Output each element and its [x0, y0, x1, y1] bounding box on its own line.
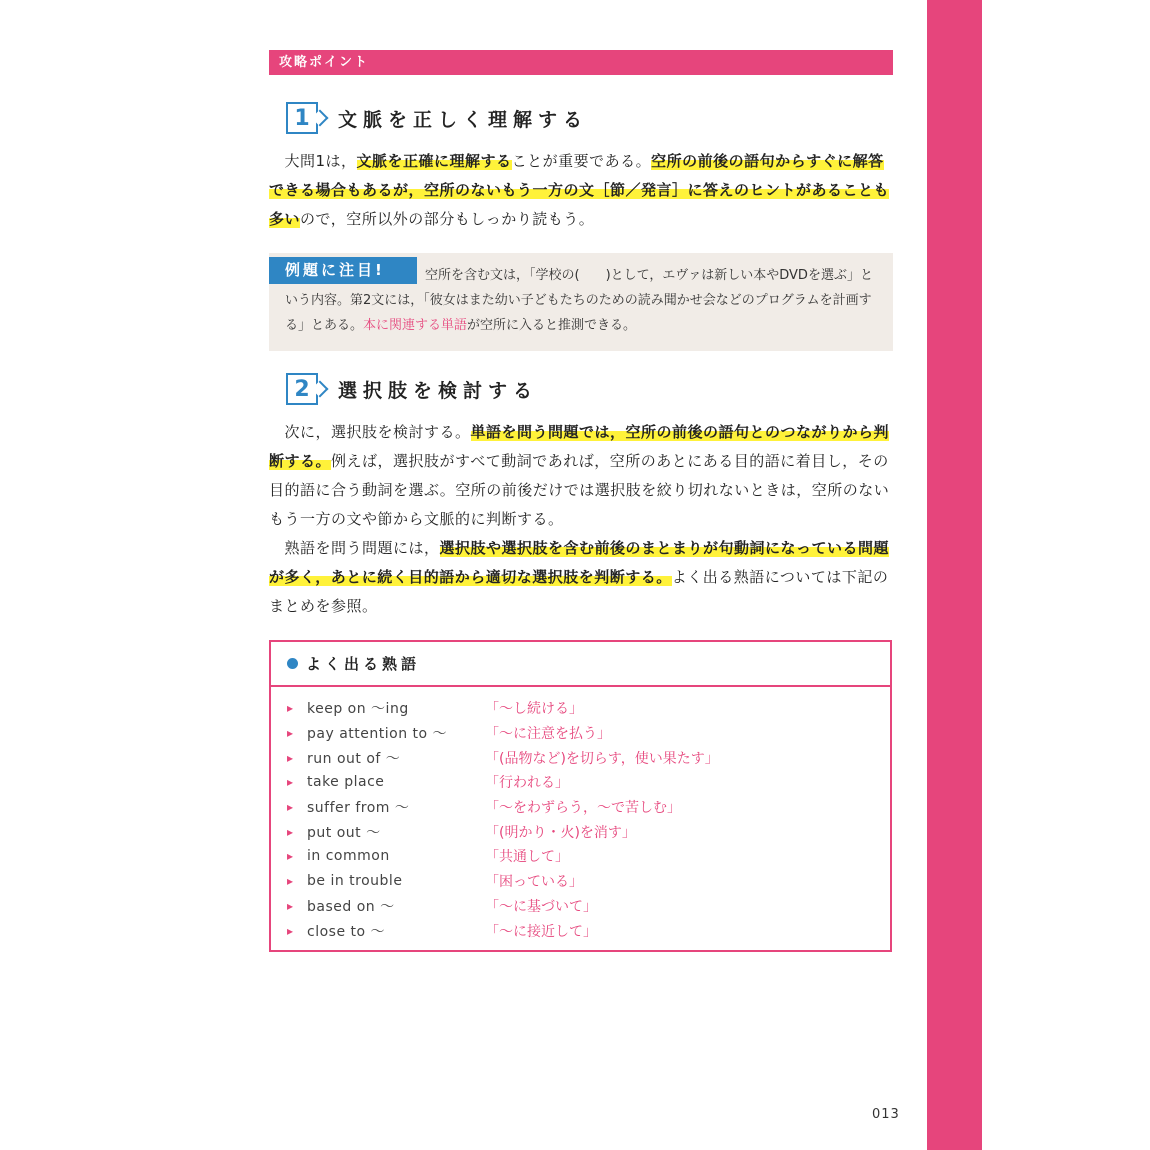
triangle-bullet-icon: ▸: [287, 750, 294, 765]
idiom-english: put out 〜: [307, 824, 381, 841]
idiom-item: [287, 795, 719, 820]
header-label: 攻略ポイント: [279, 55, 370, 70]
idiom-japanese: 「行われる」: [485, 775, 569, 792]
highlight-run: 単語を問う問題では，空所の前後の語句とのつながりから判断する。: [269, 423, 890, 470]
section2-number: 2: [286, 373, 318, 405]
header-bar: [269, 50, 893, 75]
idiom-japanese: 「(明かり・火)を消す」: [485, 824, 636, 841]
text-run: ので，空所以外の部分もしっかり読もう。: [300, 210, 595, 228]
example-tag: 例題に注目!: [269, 257, 417, 284]
idiom-item: [287, 844, 719, 869]
page-number: 013: [872, 1107, 900, 1122]
highlight-run: 文脈を正確に理解する: [356, 152, 512, 170]
idiom-box-header: [271, 642, 890, 687]
idiom-item: [287, 894, 719, 919]
section2-heading: [286, 370, 538, 408]
example-box: [269, 253, 893, 351]
text-run: 次に，選択肢を検討する。: [269, 423, 471, 441]
section1-title: 文脈を正しく理解する: [338, 108, 589, 131]
text-run: 大問1は，: [269, 152, 357, 170]
triangle-bullet-icon: ▸: [287, 800, 294, 815]
idiom-english: run out of 〜: [307, 750, 401, 767]
idiom-english: be in trouble: [307, 873, 403, 890]
idiom-japanese: 「〜に接近して」: [485, 923, 597, 940]
idiom-english: take place: [307, 774, 385, 791]
example-text-run: が空所に入ると推測できる。: [467, 318, 637, 333]
section2-paragraph-1: [269, 418, 893, 534]
idiom-item: [287, 721, 719, 746]
idiom-english: pay attention to 〜: [307, 726, 448, 743]
idiom-item: [287, 696, 719, 721]
idiom-item: [287, 770, 719, 795]
example-pink-text: 本に関連する単語: [363, 318, 468, 333]
section1-heading: [286, 99, 588, 137]
idiom-english: based on 〜: [307, 898, 395, 915]
text-run: ことが重要である。: [511, 152, 652, 170]
bullet-dot-icon: [287, 658, 298, 669]
idiom-list: [287, 696, 719, 943]
text-run: よく出る熟語については下記のまとめを参照。: [269, 568, 889, 615]
idiom-english: in common: [307, 848, 390, 865]
highlight-run: 空所の前後の語句からすぐに解答できる場合もあるが，空所のないもう一方の文［節／発言］に答えのヒントがあることも多い: [269, 152, 890, 228]
idiom-japanese: 「〜に注意を払う」: [485, 726, 611, 743]
idiom-item: [287, 869, 719, 894]
section1-number: 1: [286, 102, 318, 134]
section2-paragraph-2: [269, 534, 893, 621]
example-text-run: 空所を含む文は，「学校の( )として，エヴァは新しい本やDVDを選ぶ」という内容。第2文には，「彼女はまた幼い子どもたちのための読み聞かせ会などのプログラムを計画する」とある。: [285, 268, 873, 333]
triangle-bullet-icon: ▸: [287, 701, 294, 716]
idiom-item: [287, 745, 719, 770]
idiom-english: keep on 〜ing: [307, 701, 409, 718]
example-text: [285, 263, 885, 338]
idiom-japanese: 「〜をわずらう，〜で苦しむ」: [485, 800, 681, 817]
idiom-english: close to 〜: [307, 923, 386, 940]
text-run: 熟語を問う問題には，: [269, 539, 440, 557]
side-tab-bar: [927, 0, 982, 1150]
idiom-japanese: 「〜に基づいて」: [485, 898, 597, 915]
idiom-english: suffer from 〜: [307, 800, 410, 817]
idiom-japanese: 「〜し続ける」: [485, 701, 583, 718]
triangle-bullet-icon: ▸: [287, 923, 294, 938]
triangle-bullet-icon: ▸: [287, 849, 294, 864]
triangle-bullet-icon: ▸: [287, 775, 294, 790]
idiom-japanese: 「困っている」: [485, 874, 583, 891]
section2-title: 選択肢を検討する: [338, 379, 539, 402]
triangle-bullet-icon: ▸: [287, 824, 294, 839]
triangle-bullet-icon: ▸: [287, 898, 294, 913]
idiom-item: [287, 819, 719, 844]
idiom-box: [269, 640, 892, 952]
section1-paragraph: [269, 147, 893, 234]
idiom-japanese: 「(品物など)を切らす，使い果たす」: [485, 750, 719, 767]
triangle-bullet-icon: ▸: [287, 874, 294, 889]
triangle-bullet-icon: ▸: [287, 726, 294, 741]
idiom-item: [287, 918, 719, 943]
text-run: 例えば，選択肢がすべて動詞であれば，空所のあとにある目的語に着目し，その目的語に合う動詞を選ぶ。空所の前後だけでは選択肢を絞り切れないときは，空所のないもう一方の文や節から文脈的に判断する。: [269, 452, 890, 528]
highlight-run: 選択肢や選択肢を含む前後のまとまりが句動詞になっている問題が多く，あとに続く目的語から適切な選択肢を判断する。: [269, 539, 890, 586]
idiom-box-title: よく出る熟語: [306, 655, 421, 673]
idiom-japanese: 「共通して」: [485, 849, 569, 866]
